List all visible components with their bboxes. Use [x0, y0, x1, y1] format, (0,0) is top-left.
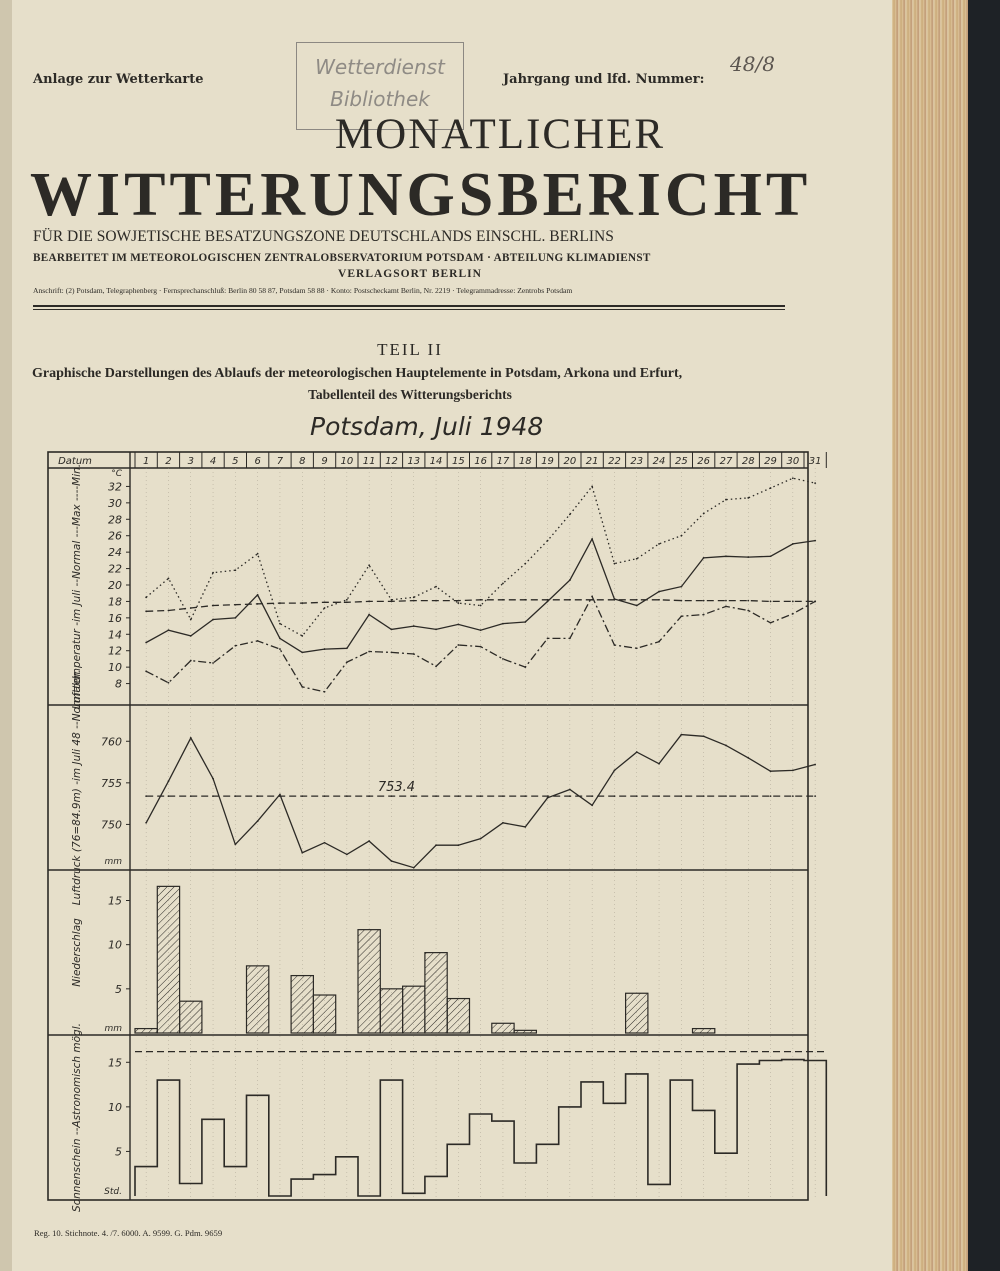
print-footer: Reg. 10. Stichnote. 4. /7. 6000. A. 9599. G. Pdm. 9659	[34, 1228, 223, 1238]
data-point	[279, 602, 281, 604]
data-point	[234, 645, 236, 647]
y-unit-label: Std.	[104, 1187, 122, 1197]
data-point	[725, 600, 727, 602]
data-point	[435, 600, 437, 602]
data-point	[770, 622, 772, 624]
data-point	[168, 610, 170, 612]
data-point	[703, 513, 705, 515]
data-point	[502, 822, 504, 824]
data-point	[435, 665, 437, 667]
data-point	[279, 637, 281, 639]
data-point	[814, 764, 816, 766]
data-point	[770, 555, 772, 557]
data-point	[279, 794, 281, 796]
data-point	[457, 644, 459, 646]
data-point	[792, 795, 794, 797]
data-point	[435, 844, 437, 846]
data-point	[368, 564, 370, 566]
report-title-line-2: WITTERUNGSBERICHT	[30, 161, 812, 229]
day-label: 3	[187, 456, 194, 467]
chart-frame	[48, 452, 808, 1200]
data-point	[234, 795, 236, 797]
data-point	[368, 840, 370, 842]
precipitation-bar	[693, 1029, 715, 1033]
data-point	[435, 628, 437, 630]
data-point	[301, 795, 303, 797]
data-point	[234, 604, 236, 606]
series-line-im-juli-	[146, 735, 815, 868]
day-label: 19	[541, 456, 554, 467]
y-tick-label: 32	[108, 480, 122, 494]
data-point	[747, 556, 749, 558]
data-point	[324, 648, 326, 650]
data-point	[301, 852, 303, 854]
data-point	[770, 770, 772, 772]
data-point	[190, 660, 192, 662]
data-point	[814, 601, 816, 603]
data-point	[480, 795, 482, 797]
data-point	[346, 647, 348, 649]
data-point	[614, 795, 616, 797]
data-point	[591, 795, 593, 797]
data-point	[168, 795, 170, 797]
data-point	[658, 641, 660, 643]
data-point	[591, 486, 593, 488]
data-point	[747, 757, 749, 759]
part-description-2: Tabellenteil des Witterungsberichts	[308, 387, 512, 402]
data-point	[547, 795, 549, 797]
day-label: 7	[276, 456, 284, 467]
data-point	[413, 625, 415, 627]
data-point	[792, 543, 794, 545]
data-point	[368, 651, 370, 653]
y-tick-label: 8	[115, 677, 122, 691]
data-point	[324, 842, 326, 844]
volume-number-label: Jahrgang und lfd. Nummer:	[503, 72, 705, 87]
data-point	[279, 648, 281, 650]
data-point	[212, 572, 214, 574]
y-tick-label: 12	[108, 644, 122, 658]
precipitation-bar	[380, 989, 402, 1033]
day-label: 10	[340, 456, 354, 467]
data-point	[346, 601, 348, 603]
data-point	[569, 579, 571, 581]
data-point	[212, 662, 214, 664]
y-tick-label: 24	[108, 546, 122, 560]
precipitation-bar	[514, 1030, 536, 1033]
day-label: 2	[165, 456, 172, 467]
y-tick-label: 10	[108, 661, 122, 675]
chart-title: Potsdam, Juli 1948	[310, 412, 544, 441]
precipitation-bar	[447, 999, 469, 1033]
data-point	[770, 601, 772, 603]
day-label: 8	[299, 456, 306, 467]
y-tick-label: 10	[108, 938, 122, 952]
data-point	[279, 795, 281, 797]
day-label: 16	[474, 456, 488, 467]
precipitation-bar	[135, 1029, 157, 1033]
y-tick-label: 10	[108, 1100, 122, 1114]
precipitation-bar	[425, 953, 447, 1033]
data-point	[391, 628, 393, 630]
data-point	[391, 599, 393, 601]
day-label: 9	[321, 456, 328, 467]
data-point	[457, 624, 459, 626]
data-point	[480, 599, 482, 601]
data-point	[234, 843, 236, 845]
day-label: 21	[585, 456, 599, 467]
data-point	[212, 605, 214, 607]
data-point	[190, 635, 192, 637]
data-point	[413, 795, 415, 797]
data-point	[658, 543, 660, 545]
data-point	[346, 853, 348, 855]
data-point	[257, 795, 259, 797]
date-header-label: Datum	[58, 456, 92, 467]
day-label: 18	[518, 456, 532, 467]
data-point	[547, 637, 549, 639]
data-point	[391, 795, 393, 797]
data-point	[324, 691, 326, 693]
data-point	[524, 599, 526, 601]
data-point	[658, 763, 660, 765]
data-point	[725, 745, 727, 747]
data-point	[569, 513, 571, 515]
day-label: 26	[697, 456, 711, 467]
data-point	[190, 619, 192, 621]
data-point	[725, 605, 727, 607]
day-label: 4	[209, 456, 217, 467]
data-point	[658, 795, 660, 797]
day-label: 29	[764, 456, 777, 467]
data-point	[747, 600, 749, 602]
data-point	[324, 601, 326, 603]
data-point	[368, 795, 370, 797]
data-point	[502, 582, 504, 584]
data-point	[658, 591, 660, 593]
data-point	[747, 610, 749, 612]
data-point	[324, 795, 326, 797]
part-heading: TEIL II	[377, 340, 443, 359]
data-point	[190, 795, 192, 797]
data-point	[502, 795, 504, 797]
data-point	[569, 795, 571, 797]
data-point	[591, 804, 593, 806]
data-point	[770, 487, 772, 489]
data-point	[368, 614, 370, 616]
data-point	[792, 769, 794, 771]
data-point	[680, 734, 682, 736]
data-point	[524, 826, 526, 828]
data-point	[591, 596, 593, 598]
data-point	[524, 795, 526, 797]
y-tick-label: 755	[101, 776, 122, 790]
y-tick-label: 20	[108, 579, 122, 592]
precipitation-bar	[247, 966, 269, 1033]
day-label: 30	[786, 456, 800, 467]
data-point	[168, 780, 170, 782]
data-point	[658, 599, 660, 601]
data-point	[145, 642, 147, 644]
data-point	[614, 563, 616, 565]
day-label: 11	[362, 456, 376, 467]
data-point	[257, 553, 259, 555]
precipitation-bar	[180, 1001, 202, 1033]
data-point	[725, 795, 727, 797]
day-label: 6	[254, 456, 261, 467]
data-point	[346, 795, 348, 797]
data-point	[770, 795, 772, 797]
data-point	[480, 629, 482, 631]
data-point	[257, 594, 259, 596]
day-label: 20	[563, 456, 577, 467]
precipitation-bar	[291, 976, 313, 1033]
handwritten-issue-number: 48/8	[730, 52, 775, 76]
publication-place: VERLAGSORT BERLIN	[338, 268, 482, 280]
data-point	[569, 637, 571, 639]
data-point	[457, 602, 459, 604]
data-point	[636, 751, 638, 753]
data-point	[703, 557, 705, 559]
data-point	[703, 795, 705, 797]
data-point	[301, 686, 303, 688]
data-point	[279, 623, 281, 625]
data-point	[814, 795, 816, 797]
data-point	[547, 601, 549, 603]
day-label: 15	[451, 456, 465, 467]
day-label: 17	[496, 456, 510, 467]
data-point	[703, 614, 705, 616]
data-point	[747, 795, 749, 797]
y-tick-label: 15	[108, 894, 122, 908]
data-point	[346, 661, 348, 663]
data-point	[168, 578, 170, 580]
data-point	[457, 600, 459, 602]
data-point	[547, 797, 549, 799]
stamp-line-1: Wetterdienst	[315, 55, 445, 79]
day-label: 13	[407, 456, 421, 467]
precipitation-bar	[313, 995, 335, 1033]
data-point	[502, 623, 504, 625]
data-point	[145, 795, 147, 797]
panel-label: Lufttemperatur -im Juli --Normal ---Max ----Min.	[71, 463, 83, 710]
data-point	[502, 658, 504, 660]
data-point	[234, 617, 236, 619]
data-point	[457, 795, 459, 797]
day-label: 14	[429, 456, 443, 467]
data-point	[391, 860, 393, 862]
stamp-line-2: Bibliothek	[330, 87, 430, 111]
data-point	[212, 778, 214, 780]
y-unit-label: mm	[104, 857, 122, 867]
data-point	[234, 569, 236, 571]
part-description-1: Graphische Darstellungen des Ablaufs der meteorologischen Hauptelemente in Potsdam, Arkona und Erfurt,	[32, 366, 683, 381]
data-point	[346, 599, 348, 601]
data-point	[680, 795, 682, 797]
supplement-note: Anlage zur Wetterkarte	[33, 72, 204, 87]
panel-label: Sonnenschein --Astronomisch mögl.	[71, 1023, 83, 1212]
y-tick-label: 750	[101, 818, 122, 832]
data-point	[569, 599, 571, 601]
data-point	[324, 607, 326, 609]
precipitation-bar	[492, 1023, 514, 1033]
data-point	[502, 599, 504, 601]
data-point	[301, 635, 303, 637]
data-point	[145, 822, 147, 824]
normal-pressure-label: 753.4	[377, 780, 416, 796]
y-unit-label: mm	[104, 1024, 122, 1034]
data-point	[145, 670, 147, 672]
data-point	[435, 586, 437, 588]
y-tick-label: 26	[108, 529, 122, 543]
data-point	[524, 621, 526, 623]
data-point	[792, 613, 794, 615]
panel-label: Niederschlag	[71, 918, 83, 987]
precipitation-bar	[403, 986, 425, 1033]
day-label: 24	[652, 456, 666, 467]
precipitation-bar	[358, 930, 380, 1033]
data-point	[391, 601, 393, 603]
data-point	[569, 789, 571, 791]
y-tick-label: 22	[108, 562, 122, 576]
data-point	[792, 601, 794, 603]
data-point	[368, 601, 370, 603]
data-point	[301, 651, 303, 653]
data-point	[591, 538, 593, 540]
data-point	[257, 640, 259, 642]
y-tick-label: 760	[101, 735, 122, 749]
day-label: 25	[674, 456, 688, 467]
publisher-line: BEARBEITET IM METEOROLOGISCHEN ZENTRALOBSERVATORIUM POTSDAM · ABTEILUNG KLIMADIENST	[33, 252, 651, 264]
day-label: 31	[808, 456, 822, 467]
data-point	[680, 535, 682, 537]
data-point	[814, 482, 816, 484]
data-point	[792, 477, 794, 479]
data-point	[168, 682, 170, 684]
data-point	[212, 619, 214, 621]
data-point	[145, 610, 147, 612]
data-point	[413, 600, 415, 602]
precipitation-bar	[626, 993, 648, 1033]
data-point	[636, 795, 638, 797]
data-point	[145, 596, 147, 598]
panel-label: Luftdruck (76=84.9m) -im Juli 48 --Normaldr.	[71, 669, 83, 906]
data-point	[680, 586, 682, 588]
data-point	[547, 599, 549, 601]
data-point	[480, 646, 482, 648]
y-tick-label: 28	[108, 513, 122, 527]
data-point	[413, 653, 415, 655]
data-point	[257, 603, 259, 605]
report-title-line-1: MONATLICHER	[334, 111, 666, 158]
data-point	[190, 737, 192, 739]
address-line: Anschrift: (2) Potsdam, Telegraphenberg · Fernsprechanschluß: Berlin 80 58 87, Potsdam 58 88 · Konto: Postscheckamt Berlin, Nr. 2219 · Telegrammadresse: Zentrobs Potsdam	[33, 286, 573, 295]
data-point	[413, 867, 415, 869]
data-point	[680, 600, 682, 602]
data-point	[480, 605, 482, 607]
day-label: 22	[608, 456, 621, 467]
day-label: 23	[630, 456, 644, 467]
y-tick-label: 18	[108, 595, 122, 609]
day-label: 27	[719, 456, 733, 467]
y-tick-label: 5	[115, 982, 122, 996]
data-point	[212, 795, 214, 797]
data-point	[480, 838, 482, 840]
data-point	[703, 600, 705, 602]
data-point	[435, 795, 437, 797]
y-tick-label: 30	[108, 496, 122, 510]
data-point	[391, 651, 393, 653]
data-point	[524, 563, 526, 565]
y-tick-label: 15	[108, 1056, 122, 1070]
data-point	[614, 599, 616, 601]
data-point	[547, 540, 549, 542]
day-label: 1	[142, 456, 150, 467]
data-point	[168, 629, 170, 631]
data-point	[636, 647, 638, 649]
data-point	[703, 735, 705, 737]
data-point	[190, 607, 192, 609]
data-point	[636, 599, 638, 601]
day-label: 28	[741, 456, 755, 467]
data-point	[725, 555, 727, 557]
data-point	[524, 666, 526, 668]
data-point	[636, 558, 638, 560]
data-point	[725, 499, 727, 501]
precipitation-bar	[157, 886, 179, 1033]
data-point	[413, 596, 415, 598]
data-point	[814, 540, 816, 542]
data-point	[614, 769, 616, 771]
y-tick-label: 16	[108, 611, 122, 625]
data-point	[257, 820, 259, 822]
report-subtitle: FÜR DIE SOWJETISCHE BESATZUNGSZONE DEUTSCHLANDS EINSCHL. BERLINS	[33, 228, 614, 245]
data-point	[747, 497, 749, 499]
data-point	[614, 644, 616, 646]
data-point	[457, 844, 459, 846]
data-point	[301, 602, 303, 604]
data-point	[636, 605, 638, 607]
data-point	[680, 615, 682, 617]
y-tick-label: 5	[115, 1145, 122, 1159]
day-label: 12	[385, 456, 398, 467]
y-tick-label: 14	[108, 628, 122, 642]
y-unit-label: °C	[111, 469, 122, 479]
day-label: 5	[232, 456, 239, 467]
